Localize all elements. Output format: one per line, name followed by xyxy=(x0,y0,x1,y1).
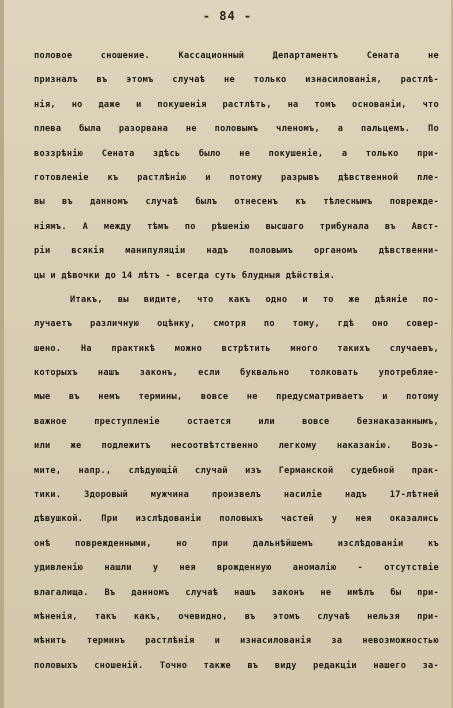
text-line: мѣненія, такъ какъ, очевидно, въ этомъ случаѣ нельзя при- xyxy=(34,611,439,622)
text-line: ніямъ. А между тѣмъ по рѣшенію высшаго трибунала въ Авст- xyxy=(34,221,439,232)
text-line: вы въ данномъ случаѣ былъ отнесенъ къ тѣлеснымъ поврежде- xyxy=(34,197,439,208)
text-line: половое сношение. Кассационный Департаментъ Сената не xyxy=(34,51,439,61)
text-line: Итакъ, вы видите, что какъ одно и то же дѣяніе по- xyxy=(70,294,439,305)
text-line: важное преступленіе остается или вовсе безнаказаннымъ, xyxy=(34,416,439,427)
text-line: онѣ поврежденными, но при дальнѣйшемъ изслѣдованіи къ xyxy=(34,538,439,549)
text-line: дѣвушкой. При изслѣдованіи половыхъ частей у нея оказались xyxy=(34,514,439,525)
text-line: или же подлежитъ несоотвѣтственно легкому наказанію. Возь- xyxy=(34,441,439,452)
text-line: мите, напр., слѣдующій случай изъ Германской судебной прак- xyxy=(34,465,439,476)
text-line: цы и дѣвочки до 14 лѣтъ - всегда суть блудныя дѣйствія. xyxy=(34,270,336,281)
page-number: - 84 - xyxy=(202,9,253,23)
body-text xyxy=(34,44,439,678)
text-line: половыхъ сношеній. Точно также въ виду редакціи нашего за- xyxy=(34,660,439,671)
text-line: лучаетъ различную оцѣнку, смотря по тому, гдѣ оно совер- xyxy=(34,319,439,330)
text-line: влагалища. Въ данномъ случаѣ нашъ законъ не имѣлъ бы при- xyxy=(34,587,439,598)
text-line: шено. На практикѣ можно встрѣтить много такихъ случаевъ, xyxy=(34,343,439,354)
text-line: воззрѣнію Сената здѣсь было не покушеніе, а только при- xyxy=(34,148,439,159)
text-line: ріи всякія манипуляціи надъ половымъ органомъ дѣвственни- xyxy=(34,246,439,257)
text-line: тики. Здоровый мужчина произвелъ насиліе надъ 17-лѣтней xyxy=(34,490,439,501)
text-line: призналъ въ этомъ случаѣ не только изнасилованія, растлѣ- xyxy=(34,75,439,86)
text-line: удивленію нашли у нея врожденную аномалію - отсутствіе xyxy=(34,563,439,574)
text-line: нія, но даже и покушенія растлѣть, на томъ основаніи, что xyxy=(34,99,439,110)
text-line: готовленіе къ растлѣнію и потому разрывъ дѣвственной пле- xyxy=(34,172,439,183)
text-line: мѣнить терминъ растлѣнія и изнасилованія за невозможностью xyxy=(34,636,439,647)
text-line: мые въ немъ термины, вовсе не предусматриваетъ и потому xyxy=(34,392,439,403)
text-line: которыхъ нашъ законъ, если буквально толковать употребляе- xyxy=(34,368,439,379)
text-line: плева была разорвана не половымъ членомъ, а пальцемъ. По xyxy=(34,124,439,135)
